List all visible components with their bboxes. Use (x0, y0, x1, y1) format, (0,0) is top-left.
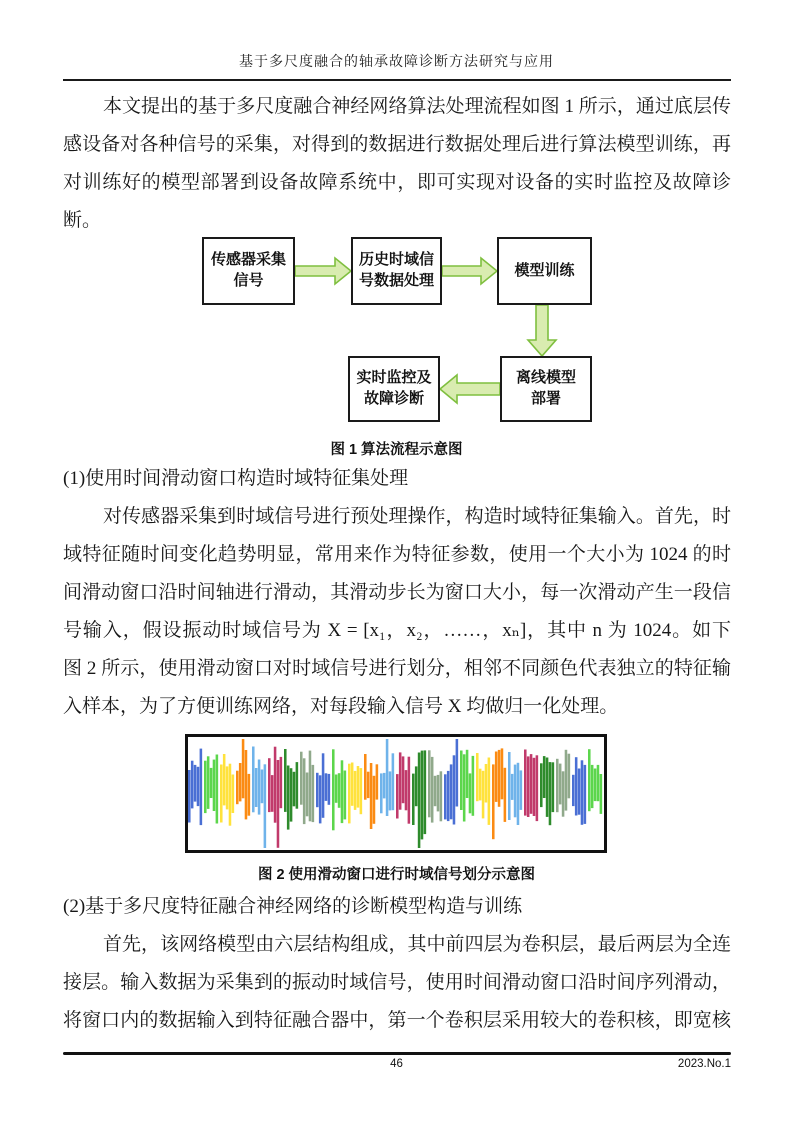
paragraph-line: 本文提出的基于多尺度融合神经网络算法处理流程如图 1 所示，通过底层传 (103, 96, 731, 117)
paragraph-line: 图 2 所示，使用滑动窗口对时域信号进行划分，相邻不同颜色代表独立的特征输 (63, 658, 731, 679)
paragraph-line: 接层。输入数据为采集到的振动时域信号，使用时间滑动窗口沿时间序列滑动， (63, 972, 731, 993)
flow-box-label: 模型训练 (514, 262, 575, 279)
flow-box-label: 故障诊断 (363, 391, 424, 407)
flow-box-history-data-processing (351, 237, 442, 305)
flow-box-model-training (497, 237, 592, 305)
flow-box-label: 部署 (530, 391, 561, 407)
flow-box-realtime-monitoring (348, 356, 440, 422)
flow-box-offline-deployment (500, 356, 592, 422)
paragraph-line: 断。 (63, 210, 102, 231)
right-arrow (442, 258, 497, 284)
flow-box-label: 历史时域信 (358, 252, 434, 268)
footer-page-number: 46 (390, 1058, 403, 1070)
right-arrow (295, 258, 351, 284)
section1-heading: (1)使用时间滑动窗口构造时域特征集处理 (63, 468, 409, 489)
paragraph-line: 号输入，假设振动时域信号为 X = [x₁，x₂，……，xₙ]，其中 n 为 1024。如下 (63, 620, 731, 641)
figure2-image-frame (185, 734, 607, 853)
figure2-caption: 图 2 使用滑动窗口进行时域信号划分示意图 (257, 867, 536, 883)
paragraph-line: 对传感器采集到时域信号进行预处理操作，构造时域特征集输入。首先，时 (103, 506, 731, 527)
header-rule (63, 79, 731, 81)
paragraph-line: 对训练好的模型部署到设备故障系统中，即可实现对设备的实时监控及故障诊 (63, 172, 731, 193)
flow-box-label: 实时监控及 (356, 370, 432, 386)
flow-box-label: 传感器采集 (210, 252, 286, 268)
paragraph-line: 将窗口内的数据输入到特征融合器中，第一个卷积层采用较大的卷积核，即宽核 (63, 1010, 731, 1031)
flow-box-label: 离线模型 (515, 370, 576, 386)
figure1-caption: 图 1 算法流程示意图 (330, 442, 463, 458)
paragraph-2 (63, 498, 731, 726)
paragraph-line: 入样本，为了方便训练网络，对每段输入信号 X 均做归一化处理。 (63, 696, 619, 717)
flow-box-label: 信号 (233, 273, 264, 289)
flow-box-label: 号数据处理 (358, 273, 434, 289)
paragraph-3 (63, 926, 731, 1040)
flow-box-sensor-signal (202, 237, 295, 305)
left-arrow (440, 375, 500, 403)
paragraph-line: 域特征随时间变化趋势明显，常用来作为特征参数，使用一个大小为 1024 的时 (63, 544, 731, 565)
paragraph-line: 间滑动窗口沿时间轴进行滑动，其滑动步长为窗口大小，每一次滑动产生一段信 (63, 582, 731, 603)
down-arrow (528, 305, 556, 356)
footer-rule (63, 1052, 731, 1055)
figure2-waveform (188, 737, 604, 850)
paragraph-line: 感设备对各种信号的采集，对得到的数据进行数据处理后进行算法模型训练，再 (63, 134, 731, 155)
figure1-flowchart (180, 230, 600, 430)
paragraph-1 (63, 88, 731, 240)
paragraph-line: 首先，该网络模型由六层结构组成，其中前四层为卷积层，最后两层为全连 (103, 934, 731, 955)
running-header-title: 基于多尺度融合的轴承故障诊断方法研究与应用 (239, 55, 554, 70)
footer-issue-label: 2023.No.1 (677, 1058, 731, 1070)
section2-heading: (2)基于多尺度特征融合神经网络的诊断模型构造与训练 (63, 896, 523, 917)
